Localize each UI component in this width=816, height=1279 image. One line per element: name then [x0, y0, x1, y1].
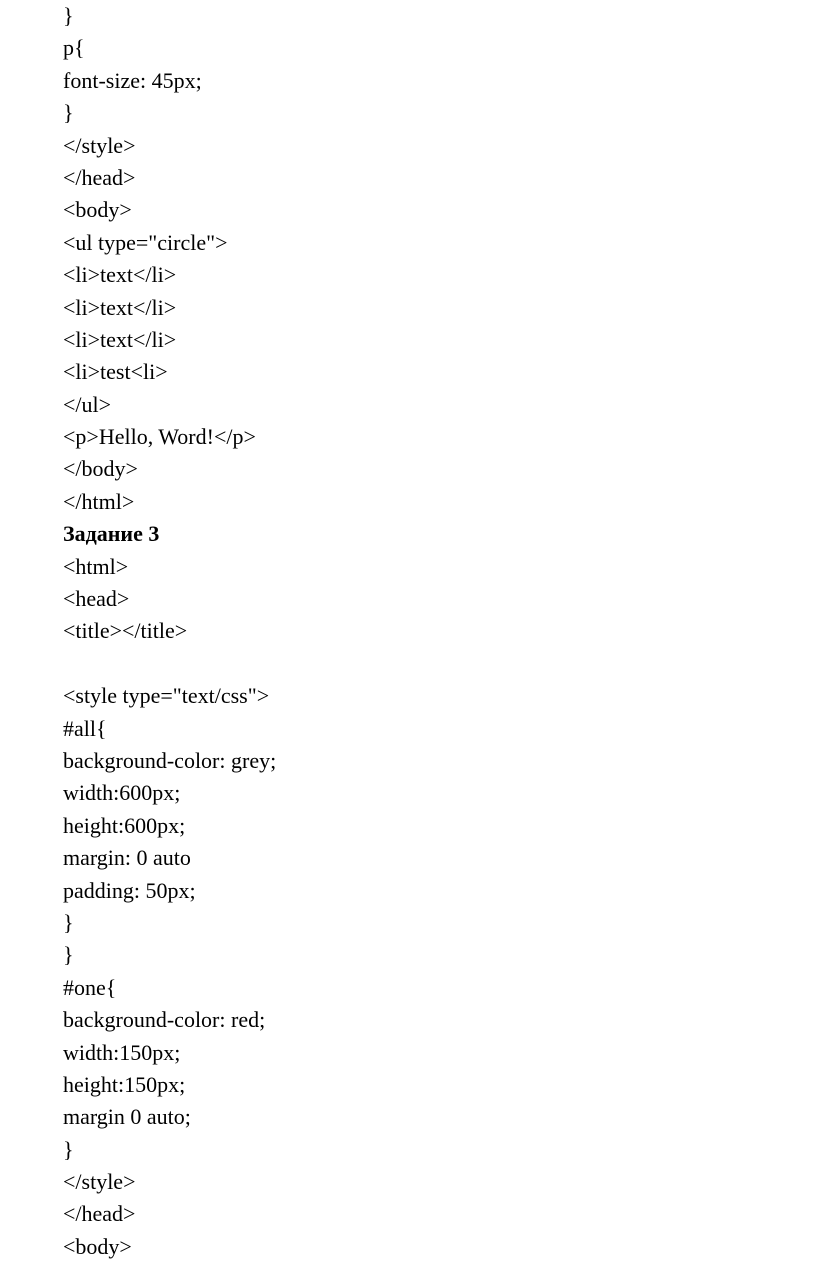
code-line: </html>	[63, 488, 135, 514]
code-line: </style>	[63, 132, 136, 158]
code-line: <style type="text/css">	[63, 683, 270, 709]
code-line: <html>	[63, 553, 129, 579]
code-line: font-size: 45px;	[63, 67, 202, 93]
code-line: </head>	[63, 1201, 136, 1227]
code-line: <li>text</li>	[63, 294, 177, 320]
code-line: height:150px;	[63, 1071, 186, 1097]
code-line: <p>Hello, Word!</p>	[63, 424, 256, 450]
code-line: margin: 0 auto	[63, 845, 191, 871]
code-line: <body>	[63, 197, 132, 223]
code-line: <ul type="circle">	[63, 229, 228, 255]
code-line: #all{	[63, 715, 107, 741]
code-line: </style>	[63, 1169, 136, 1195]
code-line: background-color: red;	[63, 1007, 266, 1033]
code-line: }	[63, 3, 74, 28]
code-line: </body>	[63, 456, 138, 482]
code-line: width:600px;	[63, 780, 181, 806]
code-line: <li>text</li>	[63, 262, 177, 288]
code-line: <li>test<li>	[63, 359, 168, 385]
code-line: <li>text</li>	[63, 326, 177, 352]
code-line: }	[63, 942, 74, 968]
code-line: p{	[63, 35, 85, 61]
code-line: <title></title>	[63, 618, 188, 644]
code-line: </head>	[63, 164, 136, 190]
code-line: <head>	[63, 586, 130, 612]
code-line: padding: 50px;	[63, 877, 196, 903]
code-line: height:600px;	[63, 812, 186, 838]
code-line: margin 0 auto;	[63, 1104, 191, 1130]
code-line: }	[63, 100, 74, 126]
code-line: }	[63, 909, 74, 935]
code-line: background-color: grey;	[63, 747, 277, 773]
code-line: <body>	[63, 1233, 132, 1259]
code-line: #one{	[63, 974, 117, 1000]
code-line: </ul>	[63, 391, 112, 417]
document-page	[63, 0, 803, 1263]
blank-line	[63, 648, 803, 680]
section-heading: Задание 3	[63, 521, 160, 547]
code-line: }	[63, 1136, 74, 1162]
code-line: width:150px;	[63, 1039, 181, 1065]
